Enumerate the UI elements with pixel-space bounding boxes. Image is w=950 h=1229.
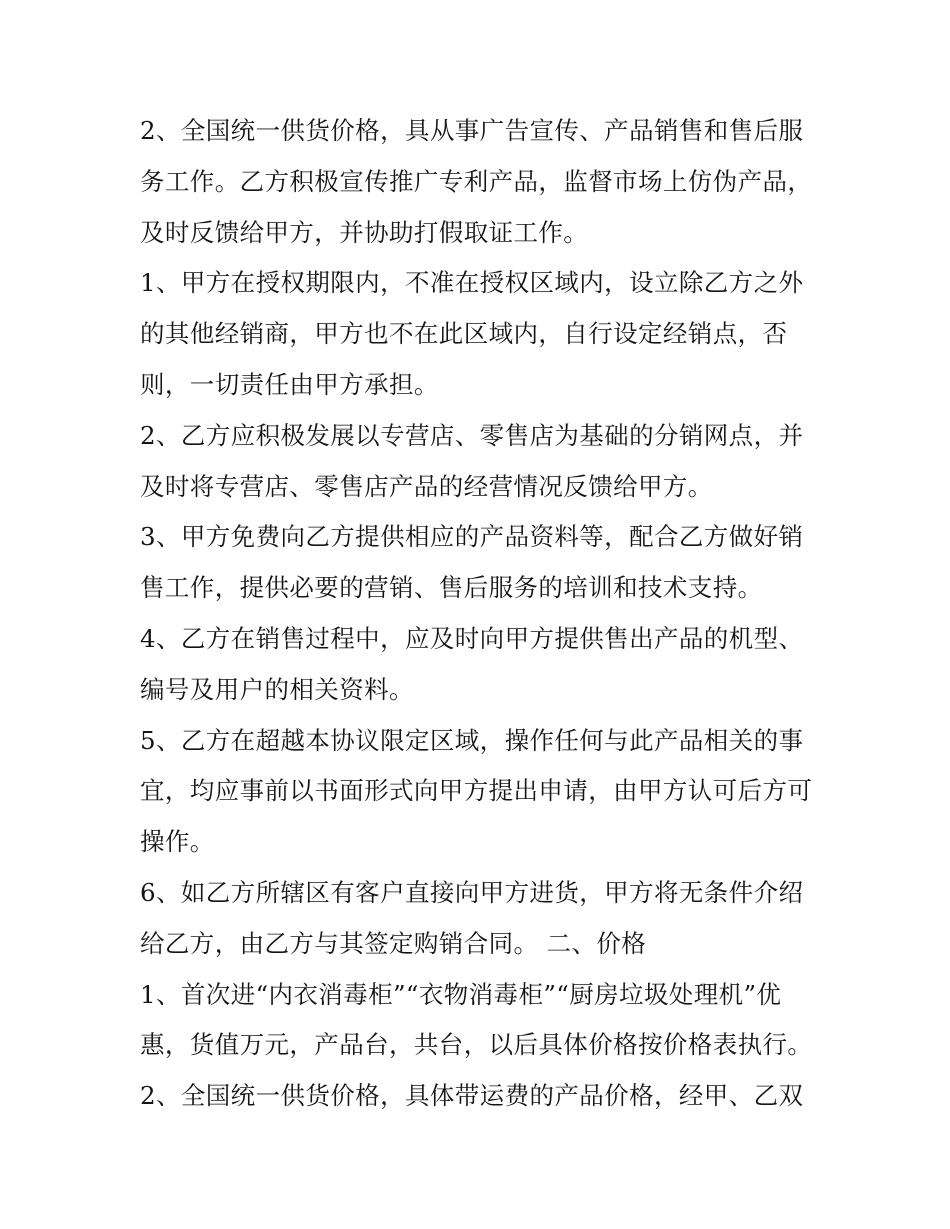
text-line: 1、甲方在授权期限内，不准在授权区域内，设立除乙方之外 bbox=[140, 268, 804, 298]
text-line: 给乙方，由乙方与其签定购销合同。 二、价格 bbox=[140, 928, 647, 958]
text-line: 4、乙方在销售过程中，应及时向甲方提供售出产品的机型、 bbox=[140, 623, 804, 653]
text-line: 操作。 bbox=[140, 827, 215, 857]
text-line: 2、乙方应积极发展以专营店、零售店为基础的分销网点，并 bbox=[140, 420, 804, 450]
text-line: 5、乙方在超越本协议限定区域，操作任何与此产品相关的事 bbox=[140, 725, 804, 755]
text-line: 的其他经销商，甲方也不在此区域内，自行设定经销点，否 bbox=[140, 319, 788, 349]
text-line: 则，一切责任由甲方承担。 bbox=[140, 369, 439, 399]
text-line: 及时将专营店、零售店产品的经营情况反馈给甲方。 bbox=[140, 471, 713, 501]
document-body bbox=[140, 106, 830, 1122]
text-line: 2、全国统一供货价格，具体带运费的产品价格，经甲、乙双 bbox=[140, 1081, 804, 1111]
text-line: 编号及用户的相关资料。 bbox=[140, 674, 414, 704]
text-line: 2、全国统一供货价格，具从事广告宣传、产品销售和售后服 bbox=[140, 116, 804, 145]
text-line: 及时反馈给甲方，并协助打假取证工作。 bbox=[140, 217, 589, 247]
text-line: 惠，货值万元，产品台，共台，以后具体价格按价格表执行。 bbox=[140, 1030, 813, 1060]
text-line: 6、如乙方所辖区有客户直接向甲方进货，甲方将无条件介绍 bbox=[140, 877, 804, 907]
text-line: 售工作，提供必要的营销、售后服务的培训和技术支持。 bbox=[140, 573, 763, 603]
text-line: 务工作。乙方积极宣传推广专利产品，监督市场上仿伪产品， bbox=[140, 166, 813, 196]
text-line: 3、甲方免费向乙方提供相应的产品资料等，配合乙方做好销 bbox=[140, 522, 804, 552]
text-line: 宜，均应事前以书面形式向甲方提出申请，由甲方认可后方可 bbox=[140, 776, 813, 806]
text-line: 1、首次进“内衣消毒柜”“衣物消毒柜”“厨房垃圾处理机”优 bbox=[140, 979, 782, 1009]
